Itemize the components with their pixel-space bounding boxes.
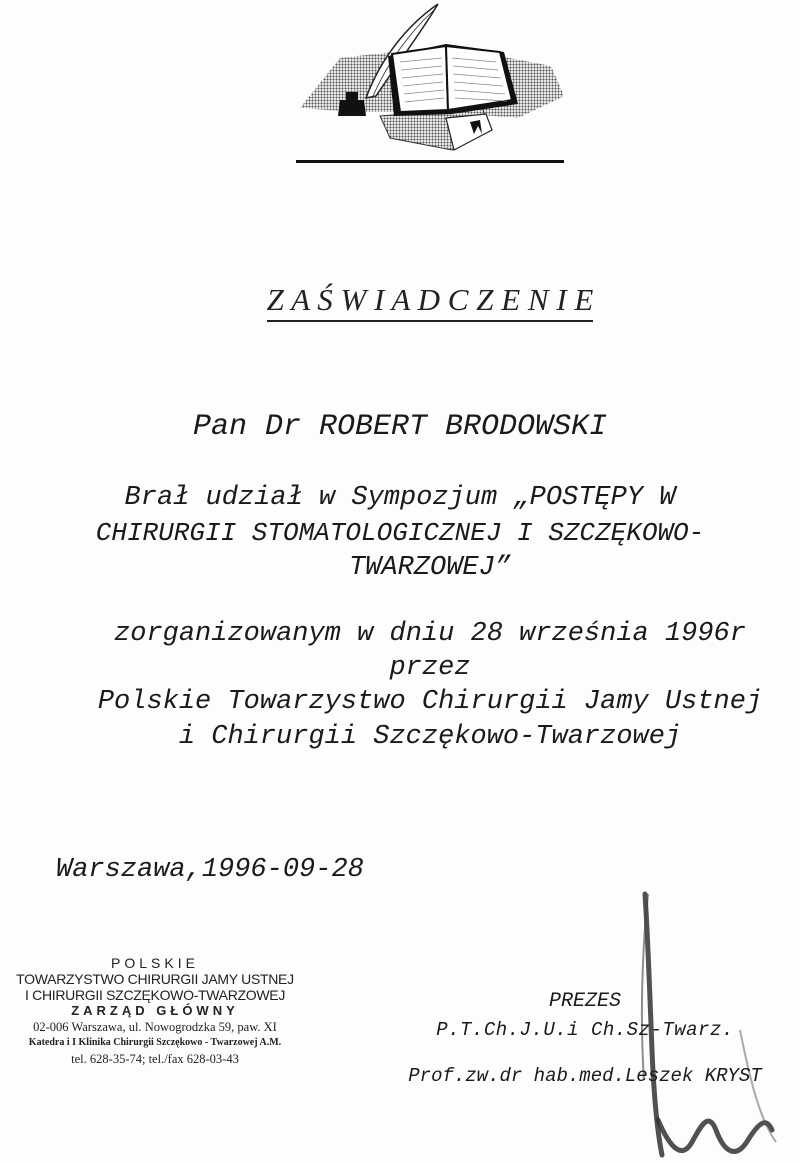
signatory-block [370,990,800,1087]
certificate-title-text: Z A Ś W I A D C Z E N I E [267,282,594,322]
body-line-6: Polskie Towarzystwo Chirurgii Jamy Ustnej [97,687,763,717]
stamp-line-1: POLSKIE [111,955,199,971]
signatory-name: Prof.zw.dr hab.med.Leszek KRYST [408,1065,762,1087]
body-line-3: TWARZOWEJ” [348,553,512,583]
body-line-5: przez [389,653,471,683]
place-date: Warszawa,1996-09-28 [56,855,364,885]
recipient-name: Pan Dr ROBERT BRODOWSKI [192,410,608,444]
stamp-line-5: 02-006 Warszawa, ul. Nowogrodzka 59, paw. XI [33,1020,277,1034]
stamp-line-6: Katedra i I Klinika Chirurgii Szczękowo - Twarzowej A.M. [28,1037,282,1048]
stamp-line-3: I CHIRURGII SZCZĘKOWO-TWARZOWEJ [24,987,286,1003]
stamp-line-2: TOWARZYSTWO CHIRURGII JAMY USTNEJ [16,971,294,987]
organization-stamp [0,955,310,1067]
body-line-1: Brał udział w Sympozjum „POSTĘPY W [124,483,676,513]
stamp-line-4: ZARZĄD GŁÓWNY [71,1003,239,1018]
open-book-quill-ink-icon [296,0,564,168]
body-line-2: CHIRURGII STOMATOLOGICZNEJ I SZCZĘKOWO- [95,518,705,548]
signatory-role: PREZES [548,990,621,1013]
body-line-4: zorganizowanym w dniu 28 września 1996r [114,619,746,649]
signatory-organization: P.T.Ch.J.U.i Ch.Sz-Twarz. [436,1019,734,1041]
stamp-line-7: tel. 628-35-74; tel./fax 628-03-43 [71,1052,239,1066]
certificate-title [120,282,740,322]
body-line-7: i Chirurgii Szczękowo-Twarzowej [178,722,682,752]
